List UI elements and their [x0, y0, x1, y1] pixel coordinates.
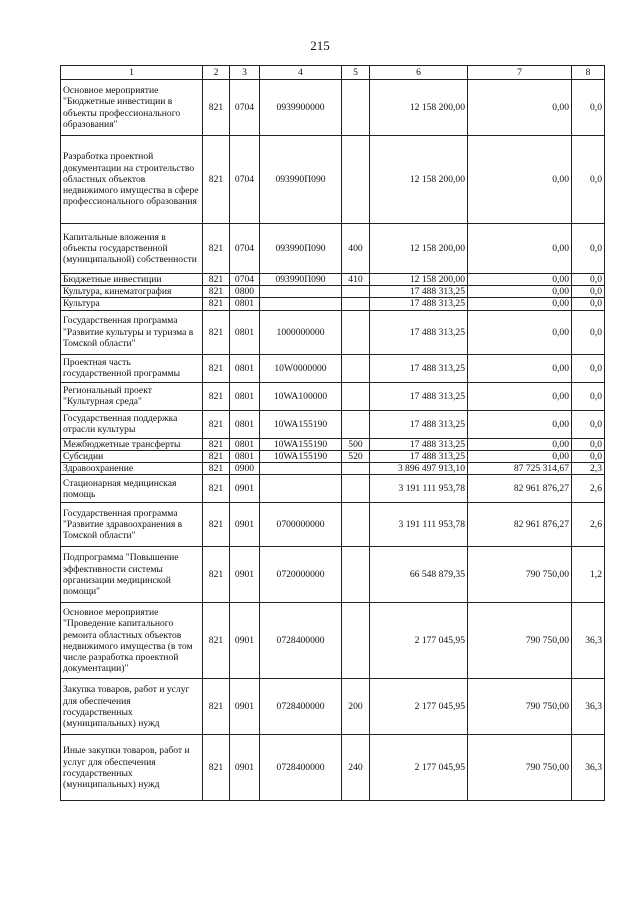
row-name: Культура — [61, 298, 203, 310]
execution-percent: 0,0 — [572, 274, 605, 286]
execution-percent: 36,3 — [572, 735, 605, 801]
expense-type-code — [342, 410, 370, 438]
ministry-code: 821 — [203, 310, 230, 354]
target-article-code: 10WA155190 — [260, 450, 342, 462]
execution-percent: 2,3 — [572, 463, 605, 475]
expense-type-code — [342, 298, 370, 310]
ministry-code: 821 — [203, 224, 230, 274]
expense-type-code — [342, 382, 370, 410]
budget-table — [60, 65, 605, 801]
planned-amount: 3 191 111 953,78 — [370, 475, 468, 503]
execution-percent: 36,3 — [572, 679, 605, 735]
executed-amount: 0,00 — [468, 298, 572, 310]
table-row — [61, 475, 605, 503]
planned-amount: 3 191 111 953,78 — [370, 503, 468, 547]
table-row — [61, 503, 605, 547]
section-code: 0801 — [230, 354, 260, 382]
planned-amount: 12 158 200,00 — [370, 274, 468, 286]
executed-amount: 0,00 — [468, 286, 572, 298]
target-article-code — [260, 475, 342, 503]
table-row — [61, 679, 605, 735]
section-code: 0704 — [230, 80, 260, 136]
executed-amount: 0,00 — [468, 410, 572, 438]
executed-amount: 790 750,00 — [468, 679, 572, 735]
ministry-code: 821 — [203, 136, 230, 224]
row-name: Субсидии — [61, 450, 203, 462]
table-row — [61, 310, 605, 354]
column-header: 4 — [260, 66, 342, 80]
row-name: Закупка товаров, работ и услуг для обеспечения государственных (муниципальных) нужд — [61, 679, 203, 735]
expense-type-code — [342, 603, 370, 679]
planned-amount: 17 488 313,25 — [370, 310, 468, 354]
target-article-code: 0728400000 — [260, 679, 342, 735]
row-name: Государственная программа "Развитие здравоохранения в Томской области" — [61, 503, 203, 547]
ministry-code: 821 — [203, 286, 230, 298]
section-code: 0801 — [230, 438, 260, 450]
executed-amount: 87 725 314,67 — [468, 463, 572, 475]
target-article-code — [260, 298, 342, 310]
execution-percent: 0,0 — [572, 438, 605, 450]
executed-amount: 0,00 — [468, 310, 572, 354]
column-header: 8 — [572, 66, 605, 80]
section-code: 0901 — [230, 547, 260, 603]
expense-type-code — [342, 547, 370, 603]
column-header: 7 — [468, 66, 572, 80]
target-article-code: 0700000000 — [260, 503, 342, 547]
executed-amount: 0,00 — [468, 80, 572, 136]
target-article-code: 1000000000 — [260, 310, 342, 354]
table-row — [61, 450, 605, 462]
ministry-code: 821 — [203, 80, 230, 136]
section-code: 0801 — [230, 382, 260, 410]
table-row — [61, 224, 605, 274]
section-code: 0901 — [230, 503, 260, 547]
section-code: 0704 — [230, 224, 260, 274]
expense-type-code — [342, 286, 370, 298]
expense-type-code — [342, 136, 370, 224]
section-code: 0800 — [230, 286, 260, 298]
execution-percent: 0,0 — [572, 354, 605, 382]
execution-percent: 0,0 — [572, 286, 605, 298]
section-code: 0801 — [230, 450, 260, 462]
execution-percent: 0,0 — [572, 298, 605, 310]
column-header: 2 — [203, 66, 230, 80]
table-header-row — [61, 66, 605, 80]
execution-percent: 1,2 — [572, 547, 605, 603]
ministry-code: 821 — [203, 298, 230, 310]
column-header: 5 — [342, 66, 370, 80]
executed-amount: 0,00 — [468, 438, 572, 450]
planned-amount: 66 548 879,35 — [370, 547, 468, 603]
ministry-code: 821 — [203, 679, 230, 735]
execution-percent: 0,0 — [572, 310, 605, 354]
target-article-code: 10WA155190 — [260, 438, 342, 450]
target-article-code: 093990П090 — [260, 274, 342, 286]
expense-type-code — [342, 503, 370, 547]
ministry-code: 821 — [203, 735, 230, 801]
table-row — [61, 463, 605, 475]
target-article-code: 093990П090 — [260, 224, 342, 274]
expense-type-code: 240 — [342, 735, 370, 801]
ministry-code: 821 — [203, 382, 230, 410]
target-article-code: 10WA100000 — [260, 382, 342, 410]
section-code: 0901 — [230, 735, 260, 801]
table-row — [61, 603, 605, 679]
executed-amount: 0,00 — [468, 382, 572, 410]
section-code: 0901 — [230, 603, 260, 679]
row-name: Иные закупки товаров, работ и услуг для обеспечения государственных (муниципальных) нужд — [61, 735, 203, 801]
ministry-code: 821 — [203, 547, 230, 603]
ministry-code: 821 — [203, 463, 230, 475]
section-code: 0704 — [230, 136, 260, 224]
expense-type-code — [342, 463, 370, 475]
ministry-code: 821 — [203, 475, 230, 503]
expense-type-code: 500 — [342, 438, 370, 450]
table-row — [61, 286, 605, 298]
table-row — [61, 298, 605, 310]
target-article-code — [260, 463, 342, 475]
execution-percent: 36,3 — [572, 603, 605, 679]
planned-amount: 17 488 313,25 — [370, 438, 468, 450]
planned-amount: 2 177 045,95 — [370, 735, 468, 801]
column-header: 1 — [61, 66, 203, 80]
execution-percent: 0,0 — [572, 382, 605, 410]
execution-percent: 0,0 — [572, 224, 605, 274]
row-name: Региональный проект "Культурная среда" — [61, 382, 203, 410]
execution-percent: 0,0 — [572, 136, 605, 224]
expense-type-code: 400 — [342, 224, 370, 274]
execution-percent: 0,0 — [572, 450, 605, 462]
section-code: 0801 — [230, 410, 260, 438]
execution-percent: 2,6 — [572, 475, 605, 503]
row-name: Подпрограмма "Повышение эффективности системы организации медицинской помощи" — [61, 547, 203, 603]
section-code: 0801 — [230, 298, 260, 310]
table-row — [61, 382, 605, 410]
row-name: Основное мероприятие "Бюджетные инвестиции в объекты профессионального образования" — [61, 80, 203, 136]
executed-amount: 0,00 — [468, 224, 572, 274]
planned-amount: 17 488 313,25 — [370, 382, 468, 410]
executed-amount: 82 961 876,27 — [468, 503, 572, 547]
target-article-code: 0939900000 — [260, 80, 342, 136]
table-row — [61, 136, 605, 224]
execution-percent: 0,0 — [572, 80, 605, 136]
table-row — [61, 438, 605, 450]
planned-amount: 17 488 313,25 — [370, 298, 468, 310]
section-code: 0801 — [230, 310, 260, 354]
row-name: Проектная часть государственной программы — [61, 354, 203, 382]
expense-type-code — [342, 354, 370, 382]
executed-amount: 0,00 — [468, 450, 572, 462]
executed-amount: 790 750,00 — [468, 547, 572, 603]
planned-amount: 2 177 045,95 — [370, 603, 468, 679]
section-code: 0901 — [230, 475, 260, 503]
table-row — [61, 735, 605, 801]
section-code: 0901 — [230, 679, 260, 735]
planned-amount: 2 177 045,95 — [370, 679, 468, 735]
ministry-code: 821 — [203, 354, 230, 382]
target-article-code: 093990П090 — [260, 136, 342, 224]
planned-amount: 17 488 313,25 — [370, 354, 468, 382]
planned-amount: 3 896 497 913,10 — [370, 463, 468, 475]
row-name: Государственная программа "Развитие культуры и туризма в Томской области" — [61, 310, 203, 354]
ministry-code: 821 — [203, 603, 230, 679]
row-name: Разработка проектной документации на строительство областных объектов недвижимого имущества в сфере профессионального образования — [61, 136, 203, 224]
page-number: 215 — [310, 38, 330, 53]
column-header: 6 — [370, 66, 468, 80]
ministry-code: 821 — [203, 410, 230, 438]
target-article-code: 10W0000000 — [260, 354, 342, 382]
ministry-code: 821 — [203, 450, 230, 462]
executed-amount: 790 750,00 — [468, 603, 572, 679]
ministry-code: 821 — [203, 503, 230, 547]
row-name: Основное мероприятие "Проведение капитального ремонта областных объектов недвижимого имущества (в том числе разработка проектной документации)" — [61, 603, 203, 679]
target-article-code: 0720000000 — [260, 547, 342, 603]
planned-amount: 17 488 313,25 — [370, 410, 468, 438]
ministry-code: 821 — [203, 274, 230, 286]
row-name: Стационарная медицинская помощь — [61, 475, 203, 503]
executed-amount: 790 750,00 — [468, 735, 572, 801]
planned-amount: 12 158 200,00 — [370, 224, 468, 274]
table-row — [61, 547, 605, 603]
planned-amount: 17 488 313,25 — [370, 450, 468, 462]
planned-amount: 17 488 313,25 — [370, 286, 468, 298]
executed-amount: 0,00 — [468, 274, 572, 286]
target-article-code: 0728400000 — [260, 603, 342, 679]
execution-percent: 0,0 — [572, 410, 605, 438]
executed-amount: 0,00 — [468, 354, 572, 382]
planned-amount: 12 158 200,00 — [370, 136, 468, 224]
row-name: Бюджетные инвестиции — [61, 274, 203, 286]
row-name: Государственная поддержка отрасли культуры — [61, 410, 203, 438]
section-code: 0704 — [230, 274, 260, 286]
expense-type-code: 520 — [342, 450, 370, 462]
execution-percent: 2,6 — [572, 503, 605, 547]
ministry-code: 821 — [203, 438, 230, 450]
expense-type-code: 200 — [342, 679, 370, 735]
row-name: Капитальные вложения в объекты государственной (муниципальной) собственности — [61, 224, 203, 274]
table-row — [61, 274, 605, 286]
table-row — [61, 354, 605, 382]
expense-type-code — [342, 80, 370, 136]
table-row — [61, 410, 605, 438]
section-code: 0900 — [230, 463, 260, 475]
target-article-code: 10WA155190 — [260, 410, 342, 438]
column-header: 3 — [230, 66, 260, 80]
expense-type-code — [342, 310, 370, 354]
executed-amount: 82 961 876,27 — [468, 475, 572, 503]
expense-type-code — [342, 475, 370, 503]
row-name: Межбюджетные трансферты — [61, 438, 203, 450]
table-row — [61, 80, 605, 136]
row-name: Здравоохранение — [61, 463, 203, 475]
target-article-code: 0728400000 — [260, 735, 342, 801]
executed-amount: 0,00 — [468, 136, 572, 224]
planned-amount: 12 158 200,00 — [370, 80, 468, 136]
target-article-code — [260, 286, 342, 298]
expense-type-code: 410 — [342, 274, 370, 286]
row-name: Культура, кинематография — [61, 286, 203, 298]
